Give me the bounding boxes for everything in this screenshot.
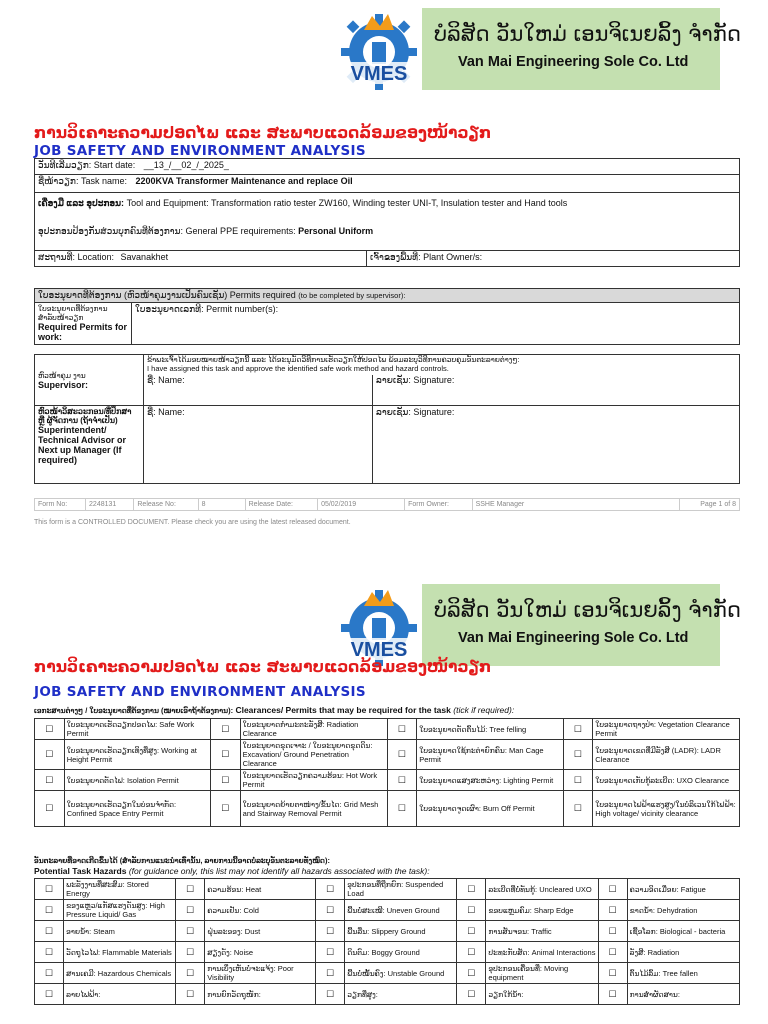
hazard-checkbox[interactable]: ☐ — [316, 963, 345, 984]
company-name-box — [422, 8, 741, 90]
hazard-label: ຄວາມຮ້ອນ: Heat — [205, 879, 316, 900]
company-name-lao: ບໍລິສັດ ວັນໃຫມ່ ເອນຈິເນຍລິ້ງ ຈຳກັດ — [434, 598, 741, 622]
hazard-label: ອຸປະກອນເຄື່ອນທີ່: Moving equipment — [486, 963, 598, 984]
permit-checkbox[interactable]: ☐ — [35, 791, 65, 827]
hazard-label: ວັດຖຸໄວໄຟ: Flammable Materials — [64, 942, 176, 963]
permit-label: ໃບອະນຸຍາດຕັດຕົ້ນໄມ້: Tree felling — [417, 719, 563, 740]
hazard-row — [35, 963, 740, 984]
permit-checkbox[interactable]: ☐ — [387, 791, 417, 827]
job-info-table — [34, 158, 740, 267]
hazard-label: ຂາດນ້ຳ: Dehydration — [627, 900, 739, 921]
signature-label: ລາຍເຊັນ: Signature: — [376, 375, 455, 385]
company-name-en: Van Mai Engineering Sole Co. Ltd — [458, 630, 689, 646]
permit-label: ໃບອະນຸຍາດຖາງປ່າ: Vegetation Clearance Permit — [593, 719, 740, 740]
permit-checkbox[interactable]: ☐ — [387, 740, 417, 770]
superintendent-lao: ຫົວໜ້າວິສະວະກອນ/ທີ່ປຶກສາ ຫຼື ຜູ້ຈັດການ (ຖ້າຈຳເປັນ) — [38, 407, 132, 425]
hazard-label: ຝຸ່ນລະອອງ: Dust — [205, 921, 316, 942]
name-label: ຊື່: Name: — [147, 407, 185, 417]
name-label: ຊື່: Name: — [147, 375, 185, 385]
form-owner-label: Form Owner: — [405, 499, 473, 511]
permits-checklist — [34, 718, 740, 827]
superintendent-signature-field[interactable] — [373, 406, 740, 484]
hazard-label: ອາຍນ້ຳ: Steam — [64, 921, 176, 942]
signature-label: ລາຍເຊັນ: Signature: — [376, 407, 455, 417]
title-lao: ການວິເຄາະຄວາມປອດໄພ ແລະ ສະພາບແວດລ້ອມຂອງໜ້າວຽກ — [34, 124, 492, 142]
title-en: JOB SAFETY AND ENVIRONMENT ANALYSIS — [34, 143, 366, 159]
location-value: Savanakhet — [120, 252, 169, 262]
hazard-label: ອຸປະກອນທີ່ຖືກຍົກ: Suspended Load — [345, 879, 457, 900]
hazard-checkbox[interactable]: ☐ — [176, 984, 205, 1005]
permit-checkbox[interactable]: ☐ — [210, 770, 240, 791]
hazard-checkbox[interactable]: ☐ — [176, 879, 205, 900]
permit-checkbox[interactable]: ☐ — [210, 740, 240, 770]
hazard-checkbox[interactable]: ☐ — [457, 879, 486, 900]
supervisor-name-field[interactable] — [147, 375, 369, 405]
hazard-label: ຄວາມອິດເມື່ອຍ: Fatigue — [627, 879, 739, 900]
hazard-label: ພື້ນລື່ນ: Slippery Ground — [345, 921, 457, 942]
hazard-checkbox[interactable]: ☐ — [176, 900, 205, 921]
permit-checkbox[interactable]: ☐ — [35, 740, 65, 770]
form-page-2 — [0, 576, 768, 999]
svg-text:VMES: VMES — [350, 639, 408, 661]
hazard-label: ວຽກໃກ້ນ້ຳ: — [486, 984, 598, 1005]
permit-row — [35, 740, 740, 770]
required-permits-lao: ໃບອະນຸຍາດທີ່ຕ້ອງການ ສຳລັບໜ້າວຽກ — [38, 304, 108, 322]
hazard-label: ຂອບແຫຼມຄົມ: Sharp Edge — [486, 900, 598, 921]
hazard-checkbox[interactable]: ☐ — [316, 942, 345, 963]
hazard-label: ການເບິ່ງເຫັນບໍ່ຈະແຈ້ງ: Poor Visibility — [205, 963, 316, 984]
hazard-label: ລັງສີ: Radiation — [627, 942, 739, 963]
hazard-label: ຂອງແຫຼວ/ແກັສແຮງດັນສູງ: High Pressure Liquid/ Gas — [64, 900, 176, 921]
hazard-label: ຕົ້ນໄມ້ລົ້ມ: Tree fallen — [627, 963, 739, 984]
form-no-label: Form No: — [35, 499, 86, 511]
supervisor-en: Supervisor: — [38, 379, 89, 390]
assign-note-lao: ຂ້າພະເຈົ້າໄດ້ມອບໝາຍໜ້າວຽກນີ້ ແລະ ໄດ້ອະນຸມັດວິທີການເຮັດວຽກໃຫ້ປອດໄພ ພ້ອມລະບຸວິທີການຄວບຄຸມອັນຕະລາຍຕ່າງໆ: — [147, 355, 520, 364]
permit-row — [35, 791, 740, 827]
hazard-checkbox[interactable]: ☐ — [35, 963, 64, 984]
hazard-label: ພະລັງງານທີ່ສະສົມ: Stored Energy — [64, 879, 176, 900]
controlled-document-note: This form is a CONTROLLED DOCUMENT. Please check you are using the latest released document. — [34, 519, 351, 526]
required-permits-label-cell — [35, 303, 132, 345]
hazard-checkbox[interactable]: ☐ — [176, 963, 205, 984]
permit-row — [35, 719, 740, 740]
hazard-label: ການສັນຈອນ: Traffic — [486, 921, 598, 942]
hazard-checkbox[interactable]: ☐ — [598, 963, 627, 984]
location-cell[interactable] — [35, 251, 367, 267]
hazard-label: ປະທະກັບສັດ: Animal Interactions — [486, 942, 598, 963]
clearances-lao: ເອກະສານຕ່າງໆ / ໃບອະນຸຍາດທີ່ຕ້ອງການ (ໝາຍເອົາຖ້າຕ້ອງການ): — [34, 706, 234, 715]
hazard-checkbox[interactable]: ☐ — [598, 984, 627, 1005]
hazards-heading — [34, 856, 430, 876]
supervisor-label-cell — [35, 355, 144, 406]
hazard-checkbox[interactable]: ☐ — [35, 942, 64, 963]
permits-header — [35, 289, 740, 303]
hazard-label: ການສຳຜັດສານ: — [627, 984, 739, 1005]
form-owner-value: SSHE Manager — [472, 499, 679, 511]
permit-checkbox[interactable]: ☐ — [387, 719, 417, 740]
permit-checkbox[interactable]: ☐ — [563, 770, 593, 791]
release-no-value: 8 — [198, 499, 245, 511]
permit-label: ໃບອະນຸຍາດເຮັດວຽກເທິງທີ່ສູງ: Working at Height Permit — [64, 740, 210, 770]
company-name-en: Van Mai Engineering Sole Co. Ltd — [458, 54, 689, 70]
permit-label: ໃບອະນຸຍາດໄຟຟ້າແຮງສູງ/ໃນບໍລິເວນໃກ້ໄຟຟ້າ: High voltage/ vicinity clearance — [593, 791, 740, 827]
task-name-value: 2200KVA Transformer Maintenance and replace Oil — [135, 176, 353, 186]
title-lao: ການວິເຄາະຄວາມປອດໄພ ແລະ ສະພາບແວດລ້ອມຂອງໜ້າວຽກ — [34, 658, 492, 676]
hazards-checklist — [34, 878, 740, 1005]
assign-note-cell — [144, 355, 740, 406]
supervisor-signature-field[interactable] — [372, 375, 454, 405]
hazard-checkbox[interactable]: ☐ — [35, 984, 64, 1005]
hazard-label: ວຽກທີ່ສູງ: — [345, 984, 457, 1005]
hazard-label: ສຽງດັງ: Noise — [205, 942, 316, 963]
hazard-label: ດິນຕົມ: Boggy Ground — [345, 942, 457, 963]
permits-header-note: (to be completed by supervisor): — [298, 291, 406, 300]
hazard-row — [35, 900, 740, 921]
start-date-label: ວັນທີເລີ່ມວຽກ: Start date: — [38, 160, 136, 170]
permit-label: ໃບອະນຸຍາດເຮັດວຽກຄວາມຮ້ອນ: Hot Work Permit — [240, 770, 387, 791]
hazard-label: ສານເຄມີ: Hazardous Chemicals — [64, 963, 176, 984]
permit-checkbox[interactable]: ☐ — [563, 719, 593, 740]
hazard-checkbox[interactable]: ☐ — [316, 984, 345, 1005]
permit-row — [35, 770, 740, 791]
permit-label: ໃບອະນຸຍາດຍ້າຍຕາໜ່າງ/ຂັ້ນໄດ: Grid Mesh and Stairway Removal Permit — [240, 791, 387, 827]
company-name-box — [422, 584, 741, 666]
release-date-label: Release Date: — [245, 499, 317, 511]
hazards-en: Potential Task Hazards — [34, 866, 127, 876]
title-en: JOB SAFETY AND ENVIRONMENT ANALYSIS — [34, 684, 366, 700]
permit-label: ໃບອະນຸຍາດເຂດທີ່ມີລັງສີ (LADR): LADR Clearance — [593, 740, 740, 770]
page-number: Page 1 of 8 — [679, 499, 739, 511]
location-label: ສະຖານທີ່: Location: — [38, 252, 115, 262]
permit-label: ໃບອະນຸຍາດຕັດໄຟ: Isolation Permit — [64, 770, 210, 791]
permits-table — [34, 288, 740, 345]
permit-label: ໃບອະນຸຍາດເກັບກູ້ລະເບີດ: UXO Clearance — [593, 770, 740, 791]
hazard-label: ພື້ນບໍ່ໝັ້ນຄົງ: Unstable Ground — [345, 963, 457, 984]
hazard-label: ເຊື້ອໂລກ: Biological - bacteria — [627, 921, 739, 942]
superintendent-label-cell — [35, 406, 144, 484]
release-no-label: Release No: — [134, 499, 198, 511]
superintendent-name-field[interactable] — [144, 406, 373, 484]
hazard-checkbox[interactable]: ☐ — [457, 963, 486, 984]
form-no-value: 2248131 — [86, 499, 134, 511]
svg-text:VMES: VMES — [350, 63, 408, 85]
superintendent-en: Superintendent/ Technical Advisor or Next up Manager (If required) — [38, 425, 127, 465]
plant-owner-cell[interactable] — [367, 251, 740, 267]
ppe-value: Personal Uniform — [298, 226, 374, 236]
permit-label: ໃບອະນຸຍາດເຮັດວຽກໃນບ່ອນຈຳກັດ: Confined Space Entry Permit — [64, 791, 210, 827]
hazard-label: ການຍົກວັດຖຸໜັກ: — [205, 984, 316, 1005]
hazard-label: ຄວາມເຢັນ: Cold — [205, 900, 316, 921]
hazard-checkbox[interactable]: ☐ — [35, 879, 64, 900]
permit-number-cell[interactable] — [132, 303, 740, 345]
hazard-checkbox[interactable]: ☐ — [316, 900, 345, 921]
hazard-checkbox[interactable]: ☐ — [457, 984, 486, 1005]
hazard-row — [35, 942, 740, 963]
hazard-checkbox[interactable]: ☐ — [35, 900, 64, 921]
permit-checkbox[interactable]: ☐ — [35, 770, 65, 791]
clearances-heading — [34, 705, 514, 715]
start-date-cell[interactable] — [35, 159, 740, 175]
permit-label: ໃບອະນຸຍາດກຳມະຕະລັງສີ: Radiation Clearance — [240, 719, 387, 740]
permit-label: ໃບອະນຸຍາດຂຸດເຈາະ / ໃບອະນຸຍາດຂຸດດິນ: Excavation/ Ground Penetration Clearance — [240, 740, 387, 770]
permit-label: ໃບອະນຸຍາດເຮັດວຽກປອດໄພ: Safe Work Permit — [64, 719, 210, 740]
hazard-row — [35, 879, 740, 900]
hazard-checkbox[interactable]: ☐ — [176, 921, 205, 942]
permit-label: ໃບອະນຸຍາດໃຊ້ກະຕ່າຍົກຄົນ: Man Cage Permit — [417, 740, 563, 770]
company-logo — [334, 6, 424, 98]
hazard-label: ພື້ນບໍ່ສະເໝີ: Uneven Ground — [345, 900, 457, 921]
permit-label: ໃບອະນຸຍາດຈູດເຜົາ: Burn Off Permit — [417, 791, 563, 827]
release-date-value: 05/02/2019 — [318, 499, 405, 511]
hazard-row — [35, 921, 740, 942]
permit-checkbox[interactable]: ☐ — [563, 791, 593, 827]
hazard-checkbox[interactable]: ☐ — [598, 942, 627, 963]
hazard-checkbox[interactable]: ☐ — [316, 879, 345, 900]
permit-number-label: ໃບອະນຸຍາດເລກທີ: Permit number(s): — [135, 304, 279, 314]
clearances-note: (tick if required): — [453, 705, 515, 715]
company-name-lao: ບໍລິສັດ ວັນໃຫມ່ ເອນຈິເນຍລິ້ງ ຈຳກັດ — [434, 22, 741, 46]
tools-label: ເຄື່ອງມື ແລະ ອຸປະກອນ: — [38, 198, 125, 208]
assign-note-en: I have assigned this task and approve the identified safe work method and hazard controls. — [147, 364, 449, 373]
tools-cell[interactable] — [35, 193, 740, 251]
hazard-checkbox[interactable]: ☐ — [176, 942, 205, 963]
approval-table — [34, 354, 740, 484]
hazard-checkbox[interactable]: ☐ — [35, 921, 64, 942]
required-permits-en: Required Permits for work: — [38, 322, 128, 342]
supervisor-lao: ຫົວໜ້າຄຸມ ງານ — [38, 370, 86, 380]
hazard-checkbox[interactable]: ☐ — [598, 921, 627, 942]
hazard-row — [35, 984, 740, 1005]
permit-checkbox[interactable]: ☐ — [387, 770, 417, 791]
permit-label: ໃບອະນຸຍາດແສງສະຫວ່າງ: Lighting Permit — [417, 770, 563, 791]
hazard-checkbox[interactable]: ☐ — [316, 921, 345, 942]
ppe-label: ອຸປະກອນປ້ອງກັນສ່ວນບຸກຄົນທີ່ຕ້ອງການ: General PPE requirements: — [38, 226, 296, 236]
permit-checkbox[interactable]: ☐ — [563, 740, 593, 770]
hazard-checkbox[interactable]: ☐ — [457, 900, 486, 921]
plant-owner-label: ເຈົ້າຂອງພື້ນທີ່: Plant Owner/s: — [370, 252, 483, 262]
hazard-checkbox[interactable]: ☐ — [457, 921, 486, 942]
hazard-label: ລາຍໄຟຟ້າ: — [64, 984, 176, 1005]
hazard-checkbox[interactable]: ☐ — [598, 879, 627, 900]
permit-checkbox[interactable]: ☐ — [35, 719, 65, 740]
permit-checkbox[interactable]: ☐ — [210, 719, 240, 740]
permit-checkbox[interactable]: ☐ — [210, 791, 240, 827]
hazard-checkbox[interactable]: ☐ — [457, 942, 486, 963]
hazard-label: ລະເບີດທີ່ບໍ່ທັນກູ້: Uncleared UXO — [486, 879, 598, 900]
page-header — [0, 0, 768, 102]
tools-value: Tool and Equipment: Transformation ratio tester ZW160, Winding tester UNI-T, Insulation tester and Hand tools — [126, 198, 568, 208]
clearances-en: Clearances/ Permits that may be required for the task — [235, 705, 451, 715]
start-date-value: __13_/__02_/_2025_ — [143, 160, 229, 170]
permits-header-label: ໃບອະນຸຍາດທີ່ຕ້ອງການ (ຫົວໜ້າຄຸມງານເປັນຄົນເຊັນ) Permits required — [38, 290, 296, 300]
hazards-lao: ອັນຕະລາຍທີ່ອາດເກີດຂຶ້ນໄດ້ (ສຳລັບການແນະນຳເທົ່ານັ້ນ, ລາຍການນີ້ອາດບໍ່ລະບຸອັນຕະລາຍທັງໝົດ): — [34, 856, 330, 865]
task-name-label: ຊື່ໜ້າວຽກ: Task name: — [38, 176, 127, 186]
hazards-note: (for guidance only, this list may not identify all hazards associated with the task): — [128, 866, 430, 876]
form-meta-table — [34, 498, 740, 511]
hazard-checkbox[interactable]: ☐ — [598, 900, 627, 921]
task-name-cell[interactable] — [35, 175, 740, 193]
